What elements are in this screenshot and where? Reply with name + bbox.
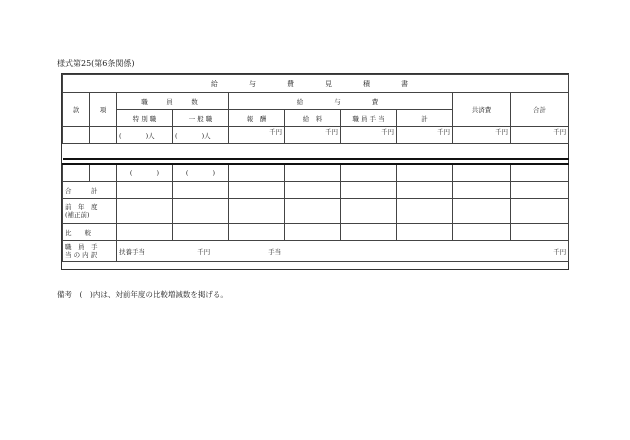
other-allowance-label: 手当	[268, 247, 282, 256]
row-label-total: 合 計	[63, 182, 117, 199]
allowance-unit: 千円	[341, 127, 397, 144]
remuneration-unit: 千円	[229, 127, 285, 144]
unit-row	[63, 127, 569, 144]
row-label-comparison: 比 較	[63, 224, 117, 241]
salary-unit: 千円	[285, 127, 341, 144]
header-salary: 給 料	[285, 110, 341, 127]
special-staff-count-cell: ( )人	[117, 127, 173, 144]
gap-row	[63, 144, 569, 160]
header-staff-count: 職 員 数	[117, 93, 229, 110]
salary-estimate-sheet	[61, 73, 569, 270]
header-kou: 項	[90, 93, 117, 127]
header-remuneration: 報 酬	[229, 110, 285, 127]
header-salary-cost: 給 与 費	[229, 93, 453, 110]
row-label-allowance-breakdown: 職 員 手 当 の 内 訳	[63, 241, 117, 262]
total-row	[63, 182, 569, 199]
table-title: 給 与 費 見 積 書	[63, 75, 569, 93]
dependent-allowance-label: 扶養手当	[119, 247, 145, 256]
row-label-previous-year: 前 年 度 (補正前)	[63, 199, 117, 224]
entry-row	[63, 164, 569, 182]
mutual-aid-unit: 千円	[453, 127, 511, 144]
special-staff-diff-cell: ( )	[117, 164, 173, 182]
form-label: 様式第25(第6条関係)	[57, 59, 135, 68]
header-total: 合計	[511, 93, 569, 127]
header-mutual-aid: 共済費	[453, 93, 511, 127]
previous-year-row	[63, 199, 569, 224]
allowance-breakdown-row	[63, 241, 569, 262]
header-kan: 款	[63, 93, 90, 127]
cell-kan	[63, 127, 90, 144]
header-subtotal: 計	[397, 110, 453, 127]
cell-kou	[90, 127, 117, 144]
general-staff-count-cell: ( )人	[173, 127, 229, 144]
other-allowance-unit: 千円	[553, 247, 567, 256]
allowance-breakdown-cell	[117, 241, 569, 262]
header-general-staff: 一 般 職	[173, 110, 229, 127]
comparison-row	[63, 224, 569, 241]
general-staff-diff-cell: ( )	[173, 164, 229, 182]
header-staff-allowance: 職 員 手 当	[341, 110, 397, 127]
note: 備考 ( )内は、対前年度の比較増減数を掲げる。	[57, 290, 228, 299]
total-unit: 千円	[511, 127, 569, 144]
header-special-staff: 特 別 職	[117, 110, 173, 127]
subtotal-unit: 千円	[397, 127, 453, 144]
dependent-allowance-unit: 千円	[197, 247, 211, 256]
salary-estimate-table	[62, 74, 569, 262]
